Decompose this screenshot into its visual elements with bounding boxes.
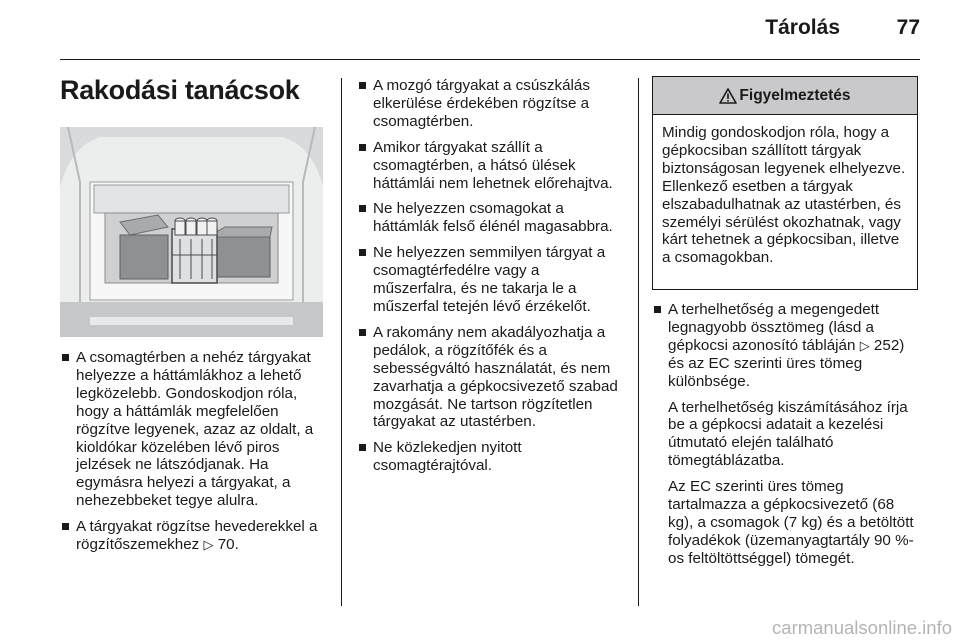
list-item <box>357 324 627 431</box>
bullet-square-icon <box>359 144 366 151</box>
bullet-square-icon <box>654 306 661 313</box>
bullet-square-icon <box>62 354 69 361</box>
page-ref-arrow-icon: ▷ <box>859 337 870 353</box>
bullet-square-icon <box>359 205 366 212</box>
list-item <box>357 439 627 475</box>
bullet-text: Amikor tárgyakat szállít a csomagtérben, a hátsó ülések háttámlái nem lehetnek előrehajtva. <box>373 138 613 192</box>
warning-triangle-icon <box>719 88 737 104</box>
warning-box <box>652 76 918 290</box>
page-ref-arrow-icon: ▷ <box>203 537 214 553</box>
bullet-text: A mozgó tárgyakat a csúszkálás elkerülése érdekében rögzítse a csomagtérben. <box>373 77 590 130</box>
warning-text: Mindig gondoskodjon róla, hogy a gépkocsiban szállított tárgyak biztonságosan legyenek elhelyezve. Ellenkező esetben a tárgyak elszabadulhatnak az utastérben, és személyi sérülést okozhatnak, vagy kárt tehetnek a gépkocsiban, illetve a csomagokban. <box>662 124 906 267</box>
warning-title: Figyelmeztetés <box>739 86 851 104</box>
section-title: Rakodási tanácsok <box>60 75 300 105</box>
page-header-title: Tárolás <box>765 16 840 39</box>
column-divider-1 <box>341 78 342 606</box>
list-item <box>60 349 328 510</box>
page-ref-70[interactable]: 70. <box>217 536 239 554</box>
list-item <box>60 518 328 554</box>
watermark: carmanualsonline.info <box>772 617 952 638</box>
list-item <box>357 200 627 236</box>
column-2 <box>357 77 627 483</box>
paragraph: A terhelhetőség kiszámításához írja be a gépkocsi adatait a kezelési útmutató elején található tömegtáblázatba. <box>668 398 908 470</box>
bullet-text: Ne közlekedjen nyitott csomagtérajtóval. <box>373 439 522 475</box>
bullet-text: A terhelhetőség a megengedett legnagyobb össztömeg (lásd a gépkocsi azonosító tábláján <box>668 301 880 354</box>
bullet-text: Ne helyezzen csomagokat a háttámlák felső élénél magasabbra. <box>373 200 613 236</box>
column-divider-2 <box>638 78 639 606</box>
bullet-square-icon <box>359 444 366 451</box>
bullet-square-icon <box>359 249 366 256</box>
list-item <box>357 139 627 193</box>
bullet-text: A csomagtérben a nehéz tárgyakat helyezze a háttámlákhoz a lehető legközelebb. Gondoskodjon róla, hogy a háttámlák megfelelően rögzítve legyenek, azaz az oldalt, a kioldókar közelében lévő piros jelzések ne látszódjanak. Ha egymásra helyezi a tárgyakat, a nehezebbeket tegye alulra. <box>76 349 314 510</box>
warning-header <box>653 77 917 115</box>
bullet-text: A rakomány nem akadályozhatja a pedálok, a rögzítőfék és a sebességváltó használatát, és nem zavarhatja a gépkocsivezető szabad mozgását. Ne tartson rögzítetlen tárgyakat az utastérben. <box>373 323 618 431</box>
page-ref-252[interactable]: 252) és az EC szerinti üres tömeg különbsége. <box>668 336 905 390</box>
list-item <box>652 301 922 391</box>
header-rule <box>60 59 920 60</box>
list-item <box>357 244 627 316</box>
paragraph: Az EC szerinti üres tömeg tartalmazza a gépkocsivezető (68 kg), a csomagok (7 kg) és a betöltött folyadékok (üzemanyagtartály 90 %-os feltöltöttséggel) tömegét. <box>668 478 914 567</box>
column-1 <box>60 349 328 562</box>
list-item <box>357 77 627 131</box>
bullet-text: Ne helyezzen semmilyen tárgyat a csomagtérfedélre vagy a műszerfalra, és ne takarja le a műszerfal tetején lévő érzékelőt. <box>373 244 606 315</box>
trunk-loading-illustration <box>60 127 323 337</box>
bullet-square-icon <box>62 523 69 530</box>
page-number: 77 <box>896 16 920 39</box>
bullet-square-icon <box>359 329 366 336</box>
bullet-square-icon <box>359 82 366 89</box>
column-3 <box>652 301 922 576</box>
bullet-text: A tárgyakat rögzítse hevederekkel a rögzítőszemekhez <box>76 518 318 554</box>
